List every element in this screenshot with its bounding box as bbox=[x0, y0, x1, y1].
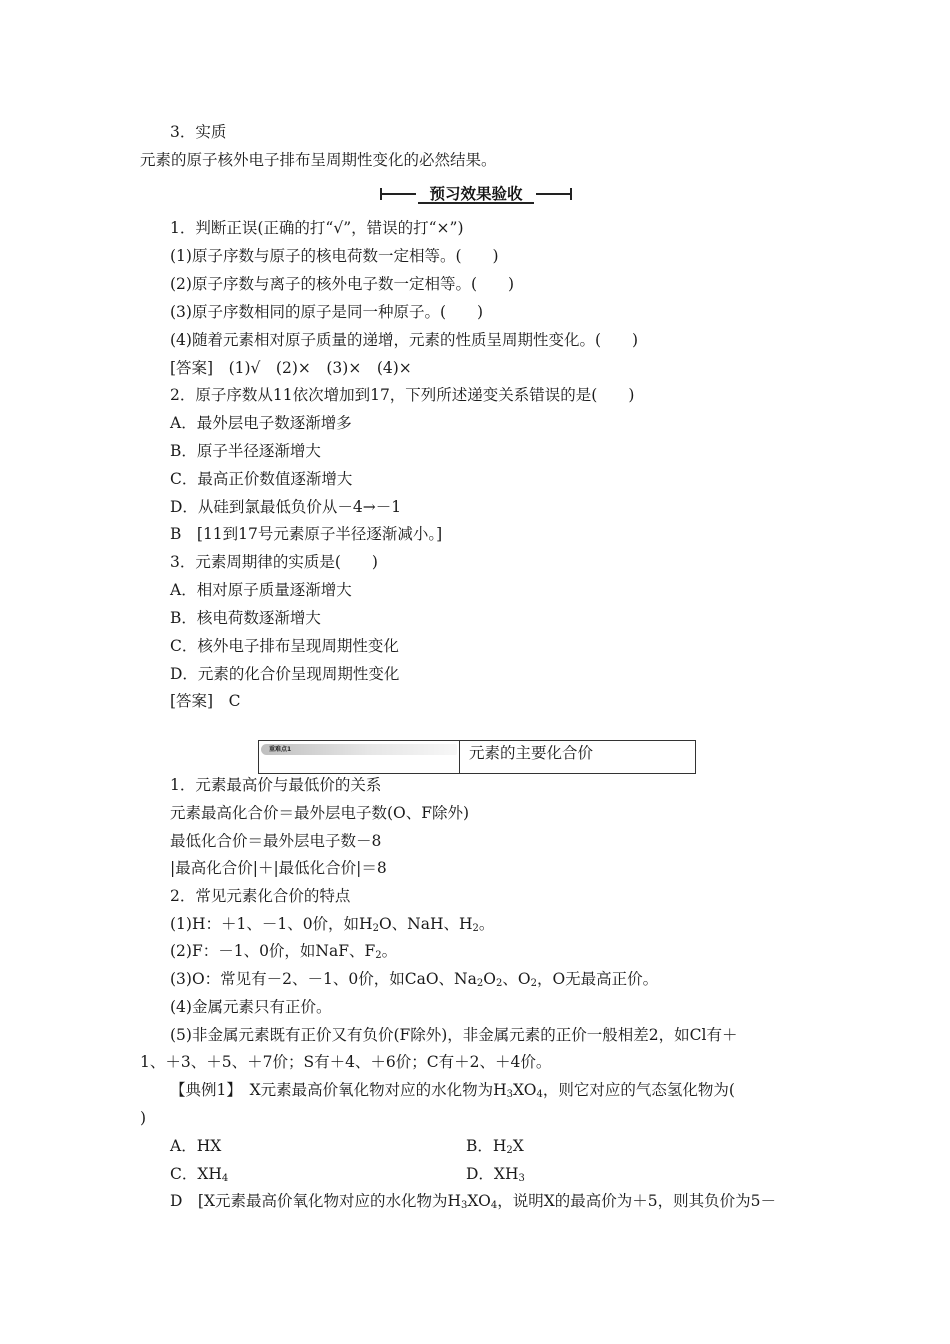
option: D．元素的化合价呈现周期性变化 bbox=[170, 665, 400, 683]
section-banner bbox=[380, 184, 572, 204]
question-1-item: (4)随着元素相对原子质量的递增，元素的性质呈周期性变化。( ) bbox=[170, 331, 639, 349]
section-heading-essence: 3．实质 bbox=[170, 123, 227, 141]
rule: |最高化合价|＋|最低化合价|＝8 bbox=[170, 859, 387, 877]
subheading: 1．元素最高价与最低价的关系 bbox=[170, 776, 382, 794]
valence-nonmetal-cont: 1、＋3、＋5、＋7价；S有＋4、＋6价；C有＋2、＋4价。 bbox=[140, 1053, 552, 1071]
option: C．最高正价数值逐渐增大 bbox=[170, 470, 353, 488]
example-1-cont: ) bbox=[140, 1109, 147, 1127]
question-1-item: (1)原子序数与原子的核电荷数一定相等。( ) bbox=[170, 247, 499, 265]
rule: 最低化合价＝最外层电子数－8 bbox=[170, 832, 382, 850]
question-1: 1．判断正误(正确的打“√”，错误的打“×”) bbox=[170, 219, 464, 237]
option-c: C．$XH_4$ bbox=[170, 1165, 229, 1184]
key-point-title: 元素的主要化合价 bbox=[469, 744, 594, 762]
answer-example-1: D [X元素最高价氧化物对应的水化物为$H_3XO_4$，说明X的最高价为＋5，则其负价为5－ bbox=[170, 1192, 777, 1211]
option-b: B．$H_2X$ bbox=[466, 1137, 524, 1156]
option: A．相对原子质量逐渐增大 bbox=[170, 581, 352, 599]
valence-hydrogen: (1)H：＋1、－1、0价，如$H_2O$、NaH、$H_2$。 bbox=[170, 915, 495, 934]
answer-1: [答案] (1)√ (2)× (3)× (4)× bbox=[170, 359, 412, 377]
question-1-item: (3)原子序数相同的原子是同一种原子。( ) bbox=[170, 303, 484, 321]
option: A．最外层电子数逐渐增多 bbox=[170, 414, 352, 432]
valence-fluorine: (2)F：－1、0价，如NaF、$F_2$。 bbox=[170, 942, 398, 961]
valence-metal: (4)金属元素只有正价。 bbox=[170, 998, 332, 1016]
rule: 元素最高化合价＝最外层电子数(O、F除外) bbox=[170, 804, 470, 822]
question-3: 3．元素周期律的实质是( ) bbox=[170, 553, 378, 571]
option-d: D．$XH_3$ bbox=[466, 1165, 525, 1184]
option: C．核外电子排布呈现周期性变化 bbox=[170, 637, 399, 655]
question-1-item: (2)原子序数与离子的核外电子数一定相等。( ) bbox=[170, 275, 515, 293]
valence-oxygen: (3)O：常见有－2、－1、0价，如CaO、$Na_2O_2$、$O_2$，O无最高正价。 bbox=[170, 970, 659, 989]
option-a: A．HX bbox=[170, 1137, 222, 1155]
subheading: 2．常见元素化合价的特点 bbox=[170, 887, 351, 905]
answer-2: B [11到17号元素原子半径逐渐减小。] bbox=[170, 525, 443, 543]
paragraph: 元素的原子核外电子排布呈周期性变化的必然结果。 bbox=[140, 151, 497, 169]
valence-nonmetal: (5)非金属元素既有正价又有负价(F除外)，非金属元素的正价一般相差2，如Cl有＋ bbox=[170, 1026, 738, 1044]
key-point-box bbox=[258, 740, 696, 774]
key-point-tag: 重难点1 bbox=[261, 744, 457, 755]
example-1: 【典例1】 X元素最高价氧化物对应的水化物为$H_3XO_4$，则它对应的气态氢化物为( bbox=[170, 1081, 735, 1100]
answer-3: [答案] C bbox=[170, 692, 241, 710]
option: D．从硅到氯最低负价从－4→－1 bbox=[170, 498, 402, 516]
question-2: 2．原子序数从11依次增加到17，下列所述递变关系错误的是( ) bbox=[170, 386, 635, 404]
banner-title: 预习效果验收 bbox=[418, 184, 534, 204]
option: B．原子半径逐渐增大 bbox=[170, 442, 321, 460]
option: B．核电荷数逐渐增大 bbox=[170, 609, 321, 627]
